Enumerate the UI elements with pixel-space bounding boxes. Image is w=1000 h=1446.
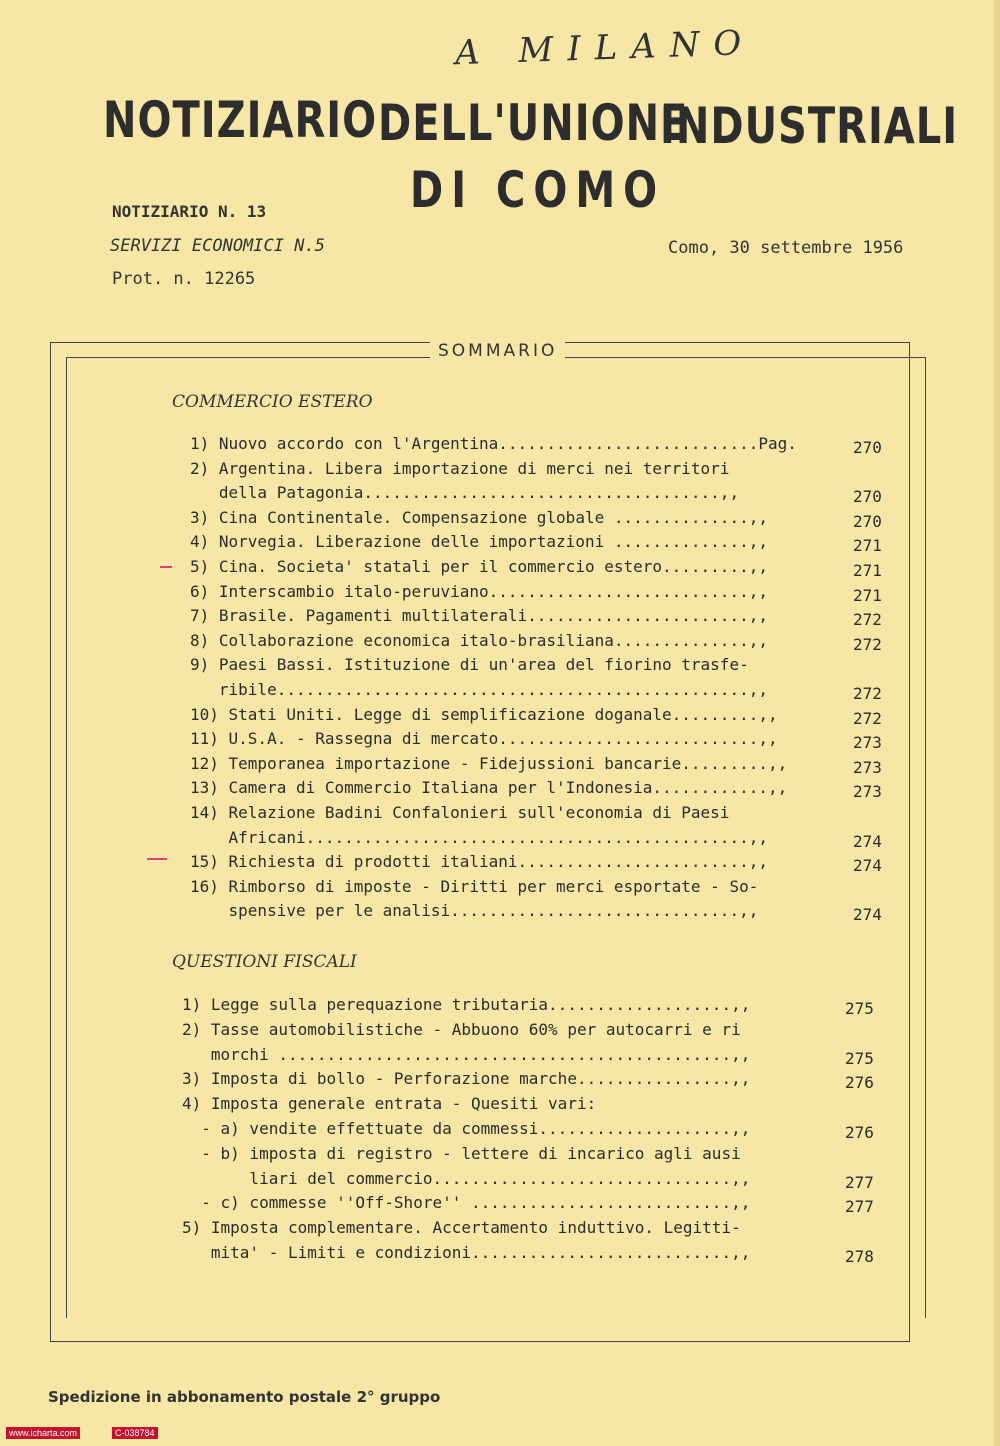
postal-footer: Spedizione in abbonamento postale 2° gruppo: [48, 1388, 441, 1406]
toc-entry: - b) imposta di registro - lettere di incarico agli ausi: [182, 1143, 741, 1163]
toc-entry: 7) Brasile. Pagamenti multilaterali.......................,,: [190, 606, 768, 626]
protocol-number: Prot. n. 12265: [112, 269, 256, 289]
toc-page-number: 274: [853, 831, 882, 851]
toc-page-number: 275: [845, 999, 874, 1018]
toc-entry: 4) Imposta generale entrata - Quesiti vari:: [182, 1094, 597, 1114]
toc-entry: 2) Tasse automobilistiche - Abbuono 60% per autocarri e ri: [182, 1019, 741, 1039]
toc-page-number: 272: [853, 684, 882, 703]
toc-page-number: 278: [845, 1247, 874, 1266]
watermark-code: C-038784: [112, 1427, 158, 1439]
masthead-word: DELL'UNIONE: [378, 95, 689, 153]
toc-entry: 5) Imposta complementare. Accertamento induttivo. Legitti-: [182, 1218, 741, 1238]
toc-entry: 8) Collaborazione economica italo-brasiliana..............,,: [190, 630, 768, 650]
toc-entry: ribile.................................................,,: [190, 680, 768, 699]
toc-entry: 2) Argentina. Libera importazione di merci nei territori: [190, 458, 730, 478]
section-heading-commercio: COMMERCIO ESTERO: [172, 392, 373, 412]
toc-entry: 10) Stati Uniti. Legge di semplificazione doganale.........,,: [190, 704, 778, 724]
toc-page-number: 276: [845, 1123, 874, 1142]
toc-entry: Africani..............................................,,: [190, 827, 768, 847]
toc-page-number: 277: [845, 1197, 874, 1217]
toc-page-number: 270: [853, 487, 882, 507]
masthead-word: NOTIZIARIO: [103, 92, 378, 150]
toc-page-number: 271: [853, 536, 882, 556]
summary-title: SOMMARIO: [430, 341, 565, 361]
toc-page-number: 271: [853, 561, 882, 580]
toc-page-number: 272: [853, 610, 882, 630]
pen-mark: [147, 858, 167, 860]
toc-entry: 3) Imposta di bollo - Perforazione marche................,,: [182, 1069, 751, 1089]
toc-entry: 12) Temporanea importazione - Fidejussioni bancarie.........,,: [190, 753, 788, 773]
toc-page-number: 275: [845, 1048, 874, 1068]
toc-entry: spensive per le analisi..............................,,: [190, 901, 759, 921]
toc-page-number: 270: [853, 438, 882, 457]
masthead-word: INDUSTRIALI: [660, 98, 959, 156]
toc-entry: mita' - Limiti e condizioni...........................,,: [182, 1243, 751, 1262]
toc-page-number: 274: [853, 856, 882, 876]
toc-entry: 14) Relazione Badini Confalonieri sull'economia di Paesi: [190, 803, 730, 822]
toc-page-number: 277: [845, 1172, 874, 1192]
toc-entry: 11) U.S.A. - Rassegna di mercato...........................,,: [190, 729, 778, 749]
toc-page-number: 271: [853, 585, 882, 605]
toc-entry: 6) Interscambio italo-peruviano...........................,,: [190, 581, 768, 601]
toc-entry: - c) commesse ''Off-Shore'' ...........................,,: [182, 1193, 751, 1213]
toc-page-number: 276: [845, 1073, 874, 1093]
toc-entry: - a) vendite effettuate da commessi....................,,: [182, 1119, 751, 1138]
issue-number: NOTIZIARIO N. 13: [112, 202, 267, 221]
watermark-url: www.icharta.com: [6, 1427, 80, 1439]
toc-page-number: 273: [853, 757, 882, 777]
pen-mark: [160, 566, 172, 568]
issue-date: Como, 30 settembre 1956: [668, 238, 904, 258]
toc-entry: 9) Paesi Bassi. Istituzione di un'area del fiorino trasfe-: [190, 655, 749, 675]
masthead-word: DI COMO: [410, 162, 666, 220]
toc-entry: 16) Rimborso di imposte - Diritti per merci esportate - So-: [190, 876, 759, 896]
toc-page-number: 272: [853, 634, 882, 654]
toc-entry: 3) Cina Continentale. Compensazione globale ..............,,: [190, 507, 768, 527]
toc-page-number: 272: [853, 708, 882, 728]
page-edge: [994, 0, 1000, 1446]
toc-page-number: 274: [853, 905, 882, 925]
toc-entry: 1) Legge sulla perequazione tributaria...................,,: [182, 995, 751, 1014]
toc-page-number: 270: [853, 511, 882, 531]
toc-entry: 15) Richiesta di prodotti italiani........................,,: [190, 852, 768, 872]
toc-entry: 4) Norvegia. Liberazione delle importazioni ..............,,: [190, 532, 768, 552]
handwritten-note: A MILANO: [454, 22, 756, 74]
toc-entry: 13) Camera di Commercio Italiana per l'Indonesia............,,: [190, 778, 788, 798]
toc-page-number: 273: [853, 782, 882, 802]
toc-page-number: 273: [853, 733, 882, 753]
toc-entry: 5) Cina. Societa' statali per il commercio estero.........,,: [190, 557, 768, 576]
toc-entry: 1) Nuovo accordo con l'Argentina...........................Pag.: [190, 434, 797, 453]
toc-entry: della Patagonia.....................................,,: [190, 483, 740, 503]
service-number: SERVIZI ECONOMICI N.5: [110, 236, 325, 256]
toc-entry: morchi ...............................................,,: [182, 1044, 751, 1064]
toc-entry: liari del commercio...............................,,: [182, 1168, 751, 1188]
section-heading-fiscali: QUESTIONI FISCALI: [172, 952, 357, 972]
